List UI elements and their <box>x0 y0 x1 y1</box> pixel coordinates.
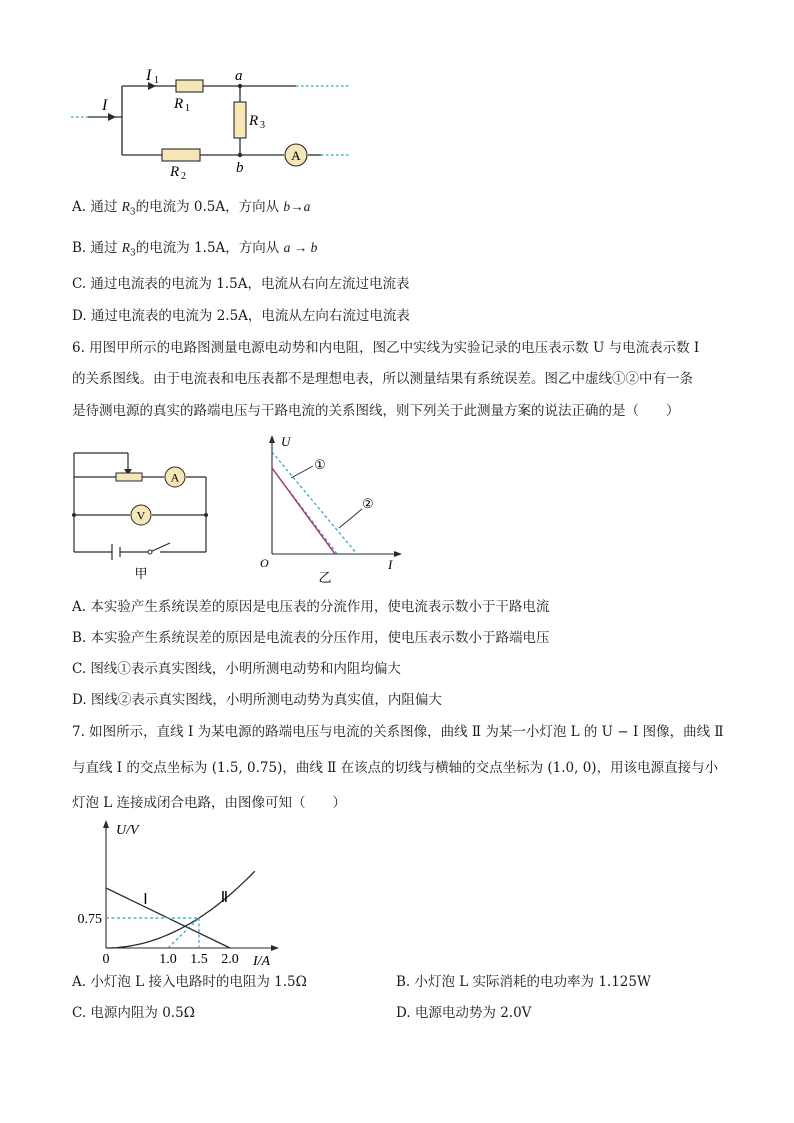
q7-option-b: B. 小灯泡 L 实际消耗的电功率为 1.125W <box>396 974 651 990</box>
q7-stem-line1: 7. 如图所示，直线 Ⅰ 为某电源的路端电压与电流的关系图像，曲线 Ⅱ 为某一小灯泡 L 的 U − I 图像，曲线 Ⅱ <box>72 724 724 740</box>
q7-option-d: D. 电源电动势为 2.0V <box>396 1005 532 1021</box>
origin-label: O <box>260 556 269 570</box>
fig-yi-label: 乙 <box>318 570 332 585</box>
voltmeter-v-label: V <box>136 508 146 523</box>
x-tick-label: 0 <box>102 952 110 967</box>
svg-text:2: 2 <box>181 171 186 180</box>
q6-option-b: B. 本实验产生系统误差的原因是电流表的分压作用，使电压表示数小于路端电压 <box>72 630 550 646</box>
svg-text:b: b <box>236 160 244 176</box>
q7-stem-line2: 与直线 Ⅰ 的交点坐标为 (1.5, 0.75)，曲线 Ⅱ 在该点的切线与横轴的交点坐标为 (1.0, 0)，用该电源直接与小 <box>72 760 719 776</box>
q5-option-c: C. 通过电流表的电流为 1.5A，电流从右向左流过电流表 <box>72 276 410 292</box>
q6-stem-line1: 6. 用图甲所示的电路图测量电源电动势和内电阻，图乙中实线为实验记录的电压表示数 U 与电流表示数 I <box>72 340 700 356</box>
top-circuit-figure <box>66 60 366 180</box>
q5-option-b: B. 通过 $R_3$的电流为 1.5A，方向从 a → b <box>72 240 318 259</box>
q7-option-a: A. 小灯泡 L 接入电路时的电阻为 1.5Ω <box>72 974 307 990</box>
svg-text:1: 1 <box>185 103 190 114</box>
curve-1-label: ① <box>314 457 326 472</box>
x-tick-label: 1.0 <box>159 952 177 967</box>
svg-text:R: R <box>170 164 180 180</box>
svg-text:R: R <box>249 113 259 129</box>
q6-stem-line3: 是待测电源的真实的路端电压与干路电流的关系图线，则下列关于此测量方案的说法正确的是（ ） <box>72 403 680 419</box>
fig-jia-label: 甲 <box>134 566 148 581</box>
x-tick-label: 2.0 <box>221 952 239 967</box>
x-tick-label: 1.5 <box>190 952 208 967</box>
q6-stem-line2: 的关系图线。由于电流表和电压表都不是理想电表，所以测量结果有系统误差。图乙中虚线①②中有一条 <box>72 371 693 387</box>
series-label-1: Ⅰ <box>143 892 148 908</box>
series-label-2: Ⅱ <box>220 890 229 906</box>
q5-option-d: D. 通过电流表的电流为 2.5A，电流从左向右流过电流表 <box>72 308 410 324</box>
curve-2-label: ② <box>362 496 374 511</box>
y-axis-label: U/V <box>116 823 139 838</box>
svg-text:a: a <box>235 68 243 84</box>
axis-i-label: I <box>388 557 393 572</box>
q6-graph-yi <box>255 430 410 585</box>
y-tick-label: 0.75 <box>77 912 102 927</box>
x-axis-label: I/A <box>253 954 271 969</box>
q7-stem-line3: 灯泡 L 连接成闭合电路，由图像可知（ ） <box>72 795 347 811</box>
axis-u-label: U <box>281 434 291 449</box>
svg-text:3: 3 <box>260 120 265 131</box>
q7-option-c: C. 电源内阻为 0.5Ω <box>72 1005 195 1021</box>
q7-chart <box>66 815 296 970</box>
q5-option-a: A. 通过 $R_3$的电流为 0.5A，方向从 b→a <box>72 199 311 218</box>
q6-option-c: C. 图线①表示真实图线，小明所测电动势和内阻均偏大 <box>72 661 401 677</box>
svg-text:I: I <box>102 97 108 114</box>
q6-circuit-jia <box>66 445 216 585</box>
q6-option-a: A. 本实验产生系统误差的原因是电压表的分流作用，使电流表示数小于干路电流 <box>72 599 550 615</box>
ammeter-a-label: A <box>170 470 180 485</box>
svg-text:I: I <box>146 67 152 84</box>
svg-text:R: R <box>174 96 184 112</box>
svg-text:1: 1 <box>154 75 159 86</box>
q6-option-d: D. 图线②表示真实图线，小明所测电动势为真实值，内阻偏大 <box>72 692 442 708</box>
ammeter-label: A <box>291 148 301 163</box>
